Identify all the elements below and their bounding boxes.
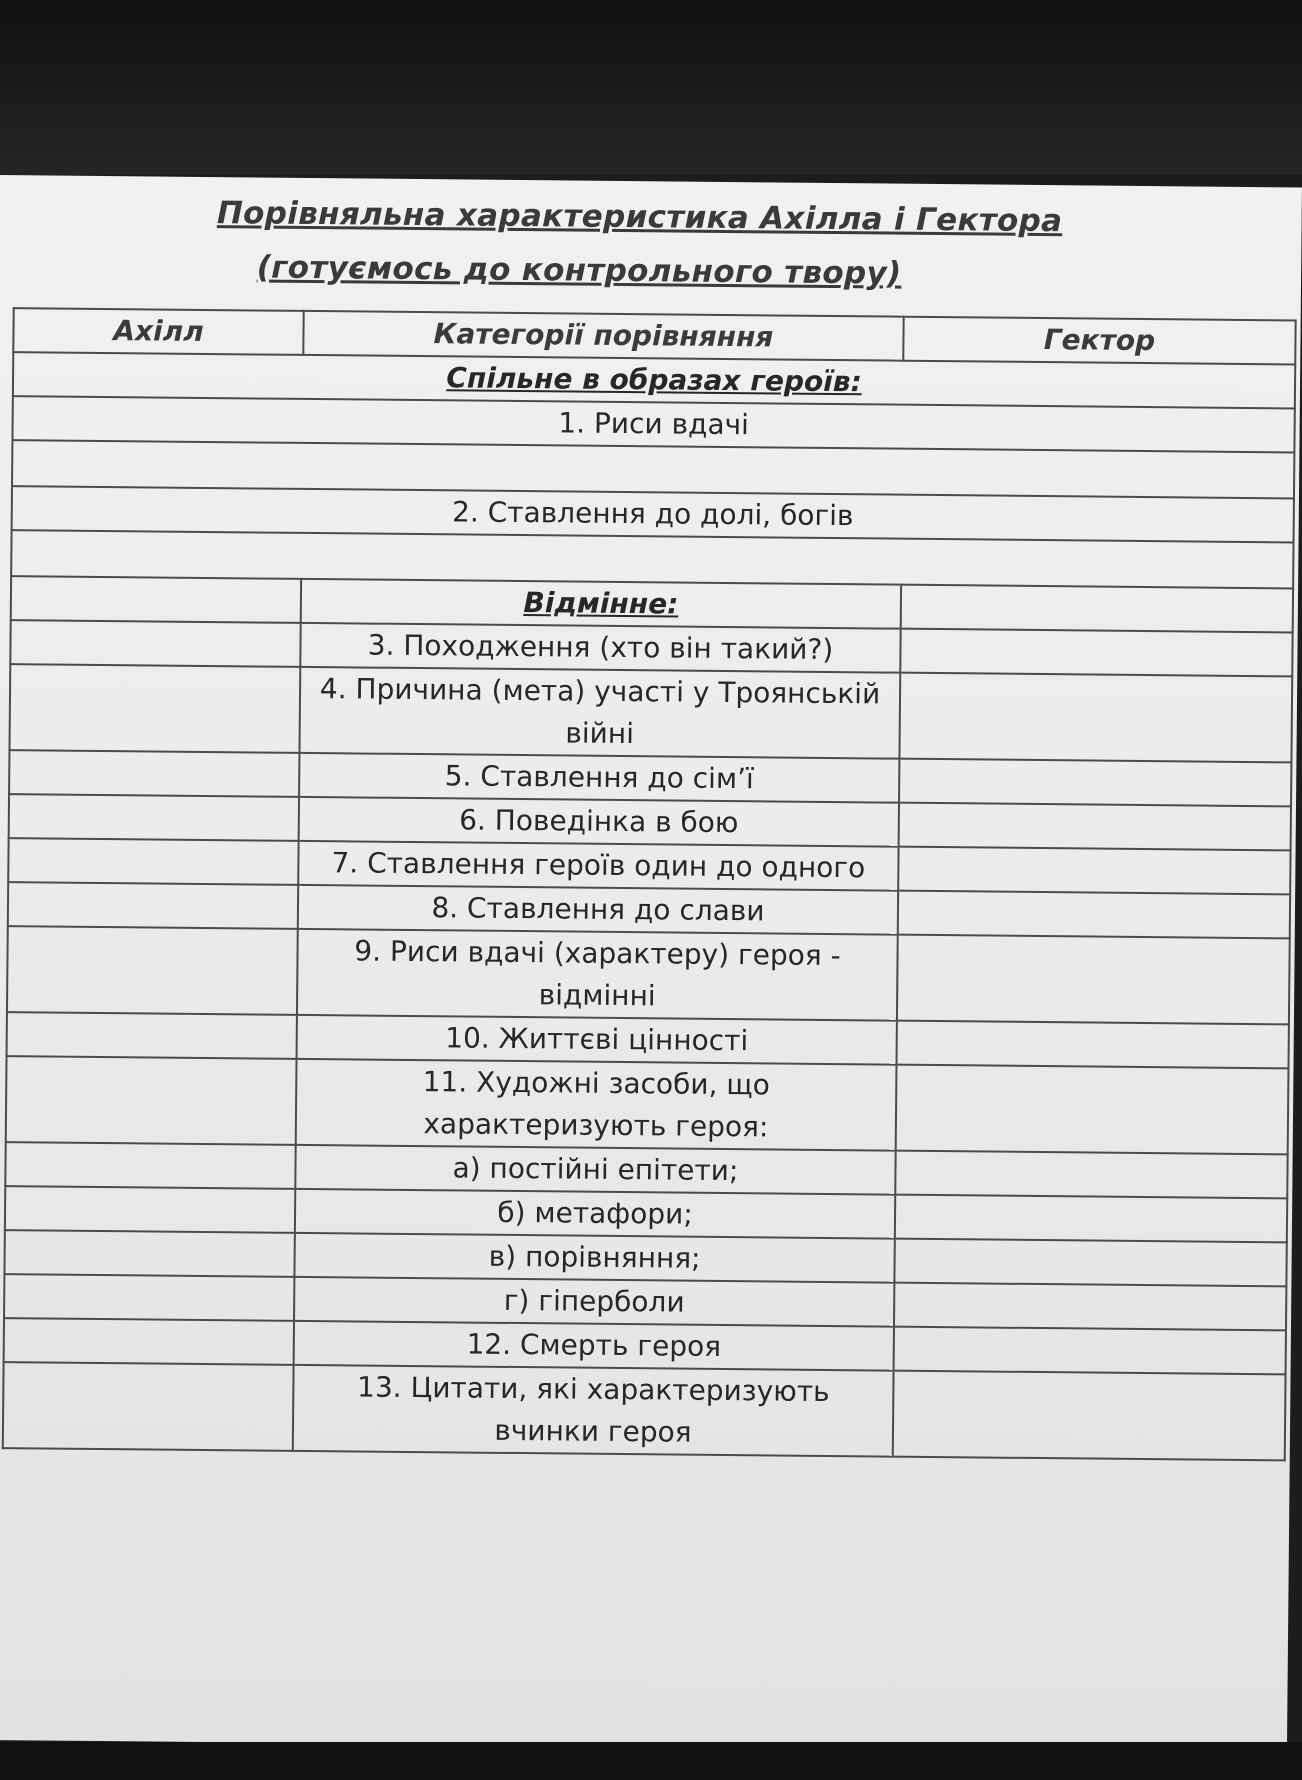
category-cell: а) постійні епітети;	[295, 1145, 895, 1195]
worksheet-title: Порівняльна характеристика Ахілла і Гектора	[216, 195, 1063, 240]
hector-cell[interactable]	[894, 1327, 1286, 1375]
common-heading: Спільне в образах героїв:	[13, 352, 1295, 408]
achilles-cell[interactable]	[5, 1142, 295, 1189]
table-row	[6, 1056, 1289, 1154]
hector-cell[interactable]	[895, 1195, 1287, 1243]
different-heading: Відмінне:	[301, 579, 901, 629]
achilles-cell[interactable]	[8, 882, 298, 929]
hector-cell[interactable]	[895, 1151, 1287, 1199]
dark-background-top	[0, 0, 1302, 175]
category-cell: 10. Життєві цінності	[297, 1015, 897, 1065]
achilles-cell[interactable]	[11, 576, 301, 623]
achilles-cell[interactable]	[3, 1362, 294, 1451]
achilles-cell[interactable]	[9, 794, 299, 841]
table-row	[7, 926, 1290, 1024]
achilles-cell[interactable]	[9, 664, 300, 753]
table-row	[3, 1362, 1286, 1460]
achilles-cell[interactable]	[7, 1012, 297, 1059]
hector-cell[interactable]	[893, 1371, 1286, 1461]
hector-cell[interactable]	[899, 759, 1291, 807]
worksheet-subtitle: (готуємось до контрольного твору)	[256, 249, 902, 292]
hector-cell[interactable]	[899, 803, 1291, 851]
category-cell: 13. Цитати, які характеризують вчинки героя	[293, 1365, 894, 1457]
hector-cell[interactable]	[900, 629, 1292, 677]
category-cell: 3. Походження (хто він такий?)	[300, 623, 900, 673]
category-cell: 9. Риси вдачі (характеру) героя - відмінні	[297, 929, 898, 1021]
dark-background-bottom	[0, 1742, 1302, 1780]
hector-cell[interactable]	[901, 585, 1293, 633]
achilles-cell[interactable]	[4, 1274, 294, 1321]
achilles-cell[interactable]	[8, 838, 298, 885]
achilles-cell[interactable]	[7, 926, 298, 1015]
category-cell: в) порівняння;	[294, 1233, 894, 1283]
hector-cell[interactable]	[894, 1283, 1286, 1331]
category-cell: б) метафори;	[295, 1189, 895, 1239]
achilles-cell[interactable]	[5, 1186, 295, 1233]
hector-cell[interactable]	[898, 847, 1290, 895]
hector-cell[interactable]	[894, 1239, 1286, 1287]
worksheet-page	[0, 175, 1302, 1752]
category-cell: 11. Художні засоби, що характеризують героя:	[296, 1059, 897, 1151]
category-cell: 6. Поведінка в бою	[299, 797, 899, 847]
category-cell: 12. Смерть героя	[294, 1321, 894, 1371]
category-cell: 1. Риси вдачі	[12, 396, 1294, 452]
hector-cell[interactable]	[897, 1021, 1289, 1069]
header-achilles: Ахілл	[13, 308, 303, 355]
category-cell: г) гіперболи	[294, 1277, 894, 1327]
category-cell: 5. Ставлення до сім’ї	[299, 753, 899, 803]
hector-cell[interactable]	[899, 673, 1292, 763]
category-cell: 8. Ставлення до слави	[298, 885, 898, 935]
achilles-cell[interactable]	[9, 750, 299, 797]
hector-cell[interactable]	[896, 1065, 1289, 1155]
hector-cell[interactable]	[897, 935, 1290, 1025]
hector-cell[interactable]	[898, 891, 1290, 939]
achilles-cell[interactable]	[4, 1230, 294, 1277]
achilles-cell[interactable]	[4, 1318, 294, 1365]
comparison-table	[2, 307, 1297, 1461]
header-categories: Категорії порівняння	[303, 311, 903, 361]
category-cell: 7. Ставлення героїв один до одного	[298, 841, 898, 891]
category-cell: 2. Ставлення до долі, богів	[12, 486, 1294, 542]
category-cell: 4. Причина (мета) участі у Троянській війні	[299, 667, 900, 759]
achilles-cell[interactable]	[10, 620, 300, 667]
table-row	[9, 664, 1292, 762]
achilles-cell[interactable]	[6, 1056, 297, 1145]
header-hector: Гектор	[903, 317, 1295, 365]
